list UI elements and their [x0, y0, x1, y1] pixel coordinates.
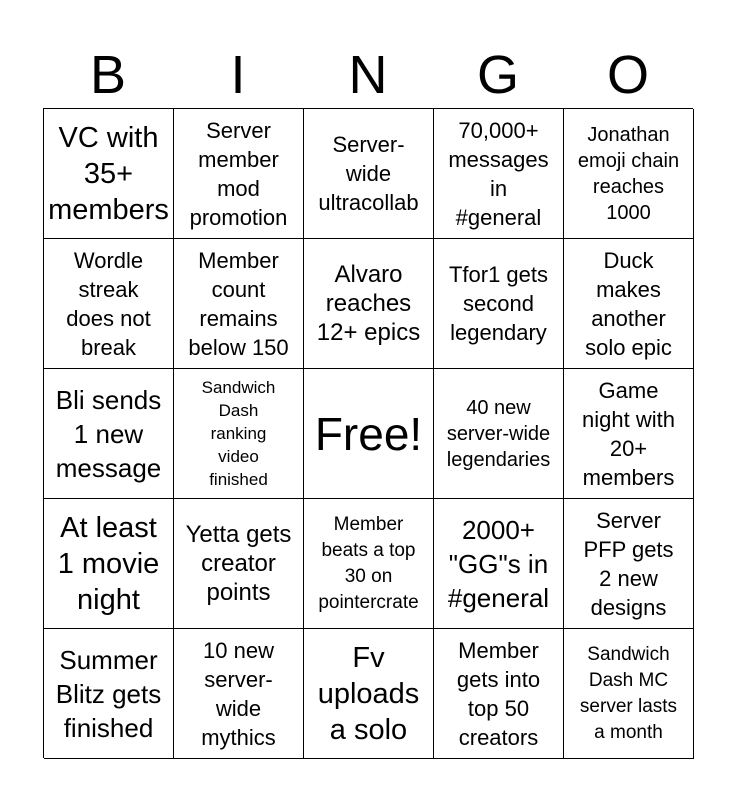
bingo-cell[interactable]: [564, 499, 694, 629]
bingo-cell[interactable]: [434, 369, 564, 499]
bingo-cell[interactable]: [434, 629, 564, 759]
header-letter-n: N: [348, 45, 388, 105]
cell-text: Member gets into top 50 creators: [456, 637, 541, 750]
cell-text: At least 1 movie night: [57, 511, 160, 616]
cell-text: Server- wide ultracollab: [318, 132, 419, 215]
bingo-cell[interactable]: [174, 109, 304, 239]
cell-text: Fv uploads a solo: [317, 641, 420, 746]
free-space-text: Free!: [314, 407, 423, 460]
cell-text: 2000+ "GG"s in #general: [447, 514, 550, 613]
cell-text: 40 new server-wide legendaries: [446, 396, 551, 471]
cell-text: Wordle streak does not break: [66, 247, 151, 360]
bingo-cell[interactable]: [434, 499, 564, 629]
bingo-cell[interactable]: [564, 369, 694, 499]
cell-text: VC with 35+ members: [48, 121, 169, 226]
bingo-cell[interactable]: [44, 629, 174, 759]
bingo-cell[interactable]: [434, 109, 564, 239]
bingo-cell[interactable]: [174, 499, 304, 629]
cell-text: Yetta gets creator points: [185, 521, 292, 606]
bingo-cell[interactable]: [174, 369, 304, 499]
cell-text: Member count remains below 150: [188, 247, 289, 360]
cell-text: Server member mod promotion: [189, 117, 288, 230]
cell-text: Tfor1 gets second legendary: [448, 262, 549, 345]
bingo-header: [43, 42, 693, 108]
bingo-cell[interactable]: [174, 629, 304, 759]
free-space-cell[interactable]: [304, 369, 434, 499]
bingo-cell[interactable]: [174, 239, 304, 369]
cell-text: 10 new server- wide mythics: [201, 637, 276, 750]
cell-text: Sandwich Dash MC server lasts a month: [579, 643, 678, 743]
header-letter-i: I: [230, 45, 246, 105]
cell-text: Alvaro reaches 12+ epics: [316, 261, 421, 346]
bingo-cell[interactable]: [44, 109, 174, 239]
header-letter-g: G: [476, 45, 519, 105]
cell-text: Summer Blitz gets finished: [55, 644, 162, 743]
bingo-cell[interactable]: [304, 499, 434, 629]
bingo-cell[interactable]: [434, 239, 564, 369]
bingo-cell[interactable]: [304, 239, 434, 369]
cell-text: Sandwich Dash ranking video finished: [201, 378, 276, 489]
cell-text: Member beats a top 30 on pointercrate: [318, 513, 419, 613]
bingo-cell[interactable]: [44, 499, 174, 629]
header-letter-b: B: [89, 45, 127, 105]
bingo-grid: [43, 108, 693, 758]
cell-text: Server PFP gets 2 new designs: [583, 507, 674, 620]
cell-text: Duck makes another solo epic: [585, 247, 672, 360]
bingo-cell[interactable]: [564, 629, 694, 759]
cell-text: 70,000+ messages in #general: [448, 117, 549, 230]
bingo-cell[interactable]: [304, 109, 434, 239]
bingo-cell[interactable]: [304, 629, 434, 759]
bingo-cell[interactable]: [44, 239, 174, 369]
cell-text: Game night with 20+ members: [582, 377, 675, 490]
bingo-cell[interactable]: [564, 239, 694, 369]
bingo-cell[interactable]: [44, 369, 174, 499]
header-letter-o: O: [606, 45, 649, 105]
cell-text: Jonathan emoji chain reaches 1000: [577, 123, 680, 224]
bingo-cell[interactable]: [564, 109, 694, 239]
cell-text: Bli sends 1 new message: [55, 384, 162, 483]
